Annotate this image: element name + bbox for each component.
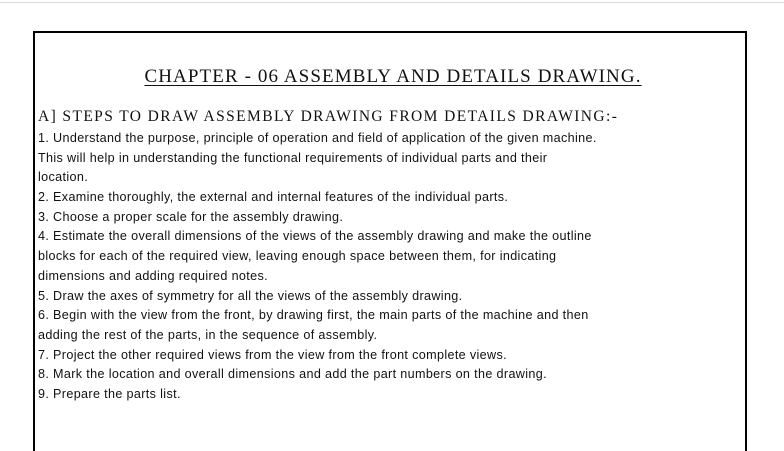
step-line: location. [38,170,89,185]
step-line: 6. Begin with the view from the front, by drawing first, the main parts of the machine and then [38,308,589,323]
step-line: dimensions and adding required notes. [38,268,268,283]
step-line: 2. Examine thoroughly, the external and internal features of the individual parts. [38,190,509,205]
section-heading: A] STEPS TO DRAW ASSEMBLY DRAWING FROM DETAILS DRAWING:- [38,108,619,125]
step-line: 4. Estimate the overall dimensions of the views of the assembly drawing and make the outline [38,229,592,244]
steps-list [38,129,750,405]
step-line: 9. Prepare the parts list. [38,386,181,401]
step-line: 1. Understand the purpose, principle of operation and field of application of the given machine. [38,131,597,145]
chapter-title: CHAPTER - 06 ASSEMBLY AND DETAILS DRAWING. [144,66,642,87]
step-line: 5. Draw the axes of symmetry for all the views of the assembly drawing. [38,288,463,303]
step-line: adding the rest of the parts, in the sequence of assembly. [38,327,378,342]
step-line: 7. Project the other required views from the view from the front complete views. [38,347,507,362]
step-line: This will help in understanding the functional requirements of individual parts and their [38,150,548,165]
step-line: 8. Mark the location and overall dimensions and add the part numbers on the drawing. [38,367,547,382]
step-line: blocks for each of the required view, leaving enough space between them, for indicating [38,249,557,264]
step-line: 3. Choose a proper scale for the assembly drawing. [38,209,344,224]
top-rule [0,2,784,3]
